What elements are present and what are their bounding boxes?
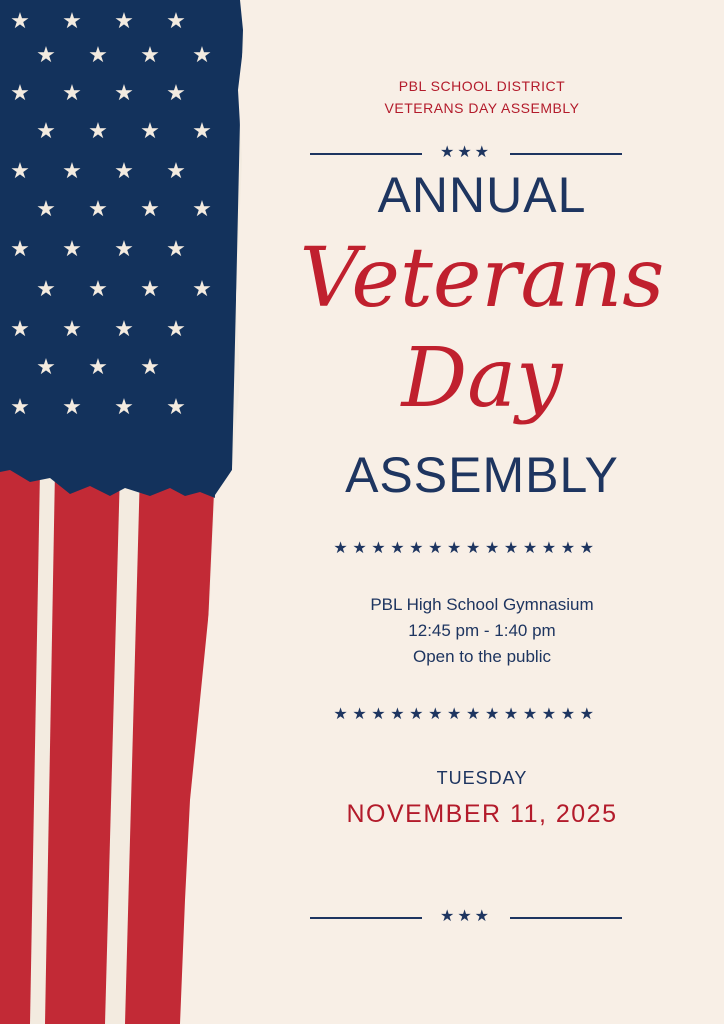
divider-stars-icon: ★★★: [439, 144, 493, 161]
event-time: 12:45 pm - 1:40 pm: [408, 621, 556, 640]
svg-text:★: ★: [166, 395, 186, 420]
svg-text:★: ★: [10, 159, 30, 184]
svg-text:★: ★: [36, 277, 56, 302]
title-assembly: ASSEMBLY: [345, 447, 619, 503]
poster-content: [270, 0, 694, 1024]
svg-text:★: ★: [88, 43, 108, 68]
svg-text:★: ★: [10, 317, 30, 342]
svg-text:★: ★: [114, 159, 134, 184]
title-script-veterans: Veterans: [299, 231, 665, 326]
svg-text:★: ★: [166, 9, 186, 34]
svg-text:★: ★: [62, 9, 82, 34]
svg-text:★: ★: [140, 277, 160, 302]
svg-text:★: ★: [192, 119, 212, 144]
svg-text:★: ★: [114, 317, 134, 342]
svg-text:★: ★: [10, 237, 30, 262]
svg-text:★: ★: [192, 277, 212, 302]
svg-text:★: ★: [114, 81, 134, 106]
bottom-divider: [310, 910, 622, 924]
svg-text:★: ★: [88, 119, 108, 144]
svg-text:★: ★: [166, 159, 186, 184]
event-access: Open to the public: [413, 647, 551, 666]
svg-text:★: ★: [36, 355, 56, 380]
title-annual: ANNUAL: [377, 167, 587, 223]
svg-text:★: ★: [62, 395, 82, 420]
svg-text:★: ★: [166, 317, 186, 342]
svg-text:★: ★: [114, 9, 134, 34]
star-row-bottom-icon: ★★★★★★★★★★★★★★: [333, 706, 599, 723]
american-flag-illustration: [0, 0, 260, 1024]
svg-text:★: ★: [10, 395, 30, 420]
svg-text:★: ★: [88, 355, 108, 380]
district-name: PBL SCHOOL DISTRICT: [398, 78, 566, 94]
svg-text:★: ★: [114, 395, 134, 420]
svg-text:★: ★: [192, 197, 212, 222]
divider-stars-bottom-icon: ★★★: [439, 908, 493, 925]
event-date: NOVEMBER 11, 2025: [346, 800, 618, 828]
svg-text:★: ★: [36, 43, 56, 68]
svg-text:★: ★: [88, 277, 108, 302]
svg-text:★: ★: [62, 317, 82, 342]
svg-text:★: ★: [88, 197, 108, 222]
svg-text:★: ★: [36, 119, 56, 144]
event-location: PBL High School Gymnasium: [370, 595, 594, 614]
svg-text:★: ★: [140, 119, 160, 144]
svg-text:★: ★: [140, 355, 160, 380]
svg-text:★: ★: [114, 237, 134, 262]
svg-text:★: ★: [62, 159, 82, 184]
assembly-name: VETERANS DAY ASSEMBLY: [384, 100, 580, 116]
top-divider: [310, 146, 622, 160]
title-script-day: Day: [401, 331, 563, 426]
event-details: [270, 592, 694, 670]
svg-text:★: ★: [10, 81, 30, 106]
svg-text:★: ★: [10, 9, 30, 34]
svg-text:★: ★: [166, 81, 186, 106]
svg-text:★: ★: [140, 197, 160, 222]
svg-text:★: ★: [166, 237, 186, 262]
event-weekday: TUESDAY: [436, 768, 528, 788]
svg-text:★: ★: [62, 81, 82, 106]
svg-text:★: ★: [62, 237, 82, 262]
svg-text:★: ★: [36, 197, 56, 222]
svg-text:★: ★: [140, 43, 160, 68]
star-row-top-icon: ★★★★★★★★★★★★★★: [333, 540, 599, 557]
svg-text:★: ★: [192, 43, 212, 68]
